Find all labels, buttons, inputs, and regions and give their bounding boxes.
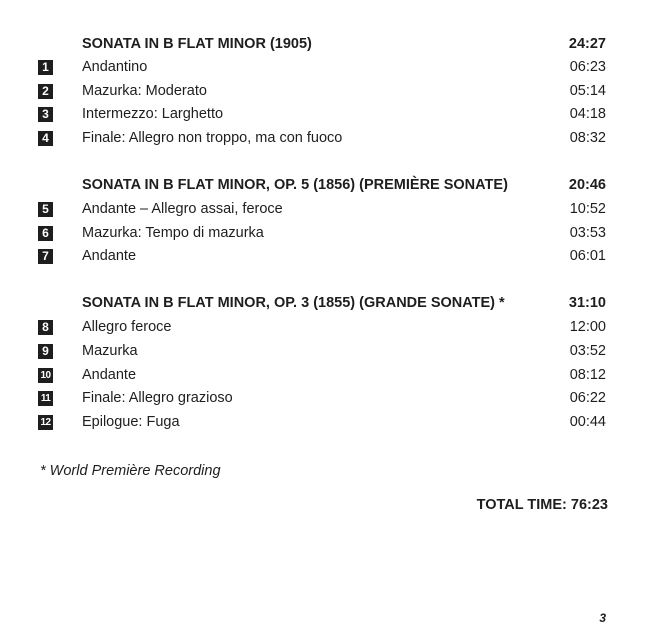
track-title: Andante: [82, 367, 137, 383]
track-number-badge: 3: [38, 107, 53, 122]
track-duration: 04:18: [569, 106, 606, 122]
work-title: SONATA IN B FLAT MINOR, OP. 5 (1856) (PREMIÈRE SONATE): [82, 177, 508, 193]
work-heading: [0, 33, 650, 55]
work-title: SONATA IN B FLAT MINOR, OP. 3 (1855) (GRANDE SONATE) *: [82, 295, 505, 311]
track-title: Allegro feroce: [82, 319, 172, 335]
track-number-badge: 10: [38, 368, 53, 383]
track-duration: 03:53: [569, 225, 606, 241]
track-title: Mazurka: Tempo di mazurka: [82, 225, 264, 241]
track-title: Mazurka: Moderato: [82, 83, 207, 99]
track-number-badge: 12: [38, 415, 53, 430]
track-duration: 08:32: [569, 130, 606, 146]
track-title: Finale: Allegro non troppo, ma con fuoco: [82, 130, 343, 146]
page-number: 3: [599, 611, 606, 625]
track-number-badge: 2: [38, 84, 53, 99]
track-number-badge: 9: [38, 344, 53, 359]
footnote: * World Première Recording: [40, 463, 221, 479]
track-title: Epilogue: Fuga: [82, 414, 180, 430]
track-row: [0, 340, 650, 362]
track-title: Intermezzo: Larghetto: [82, 106, 224, 122]
track-duration: 06:22: [569, 390, 606, 406]
track-duration: 10:52: [569, 201, 606, 217]
track-duration: 05:14: [569, 83, 606, 99]
track-title: Andante – Allegro assai, feroce: [82, 201, 283, 217]
track-number-badge: 11: [38, 391, 53, 406]
work-heading: [0, 292, 650, 314]
track-row: [0, 198, 650, 220]
track-duration: 06:01: [569, 248, 606, 264]
work-duration: 31:10: [568, 295, 606, 311]
track-row: [0, 127, 650, 149]
track-row: [0, 56, 650, 78]
work-heading: [0, 174, 650, 196]
track-row: [0, 411, 650, 433]
work-duration: 20:46: [568, 177, 606, 193]
track-duration: 08:12: [569, 367, 606, 383]
track-duration: 00:44: [569, 414, 606, 430]
track-number-badge: 6: [38, 226, 53, 241]
track-number-badge: 1: [38, 60, 53, 75]
track-row: [0, 245, 650, 267]
track-row: [0, 80, 650, 102]
track-number-badge: 8: [38, 320, 53, 335]
total-time: TOTAL TIME: 76:23: [476, 497, 608, 513]
work-duration: 24:27: [568, 36, 606, 52]
track-number-badge: 5: [38, 202, 53, 217]
track-number-badge: 4: [38, 131, 53, 146]
track-row: [0, 387, 650, 409]
track-number-badge: 7: [38, 249, 53, 264]
track-title: Andante: [82, 248, 137, 264]
track-title: Andantino: [82, 59, 148, 75]
track-duration: 06:23: [569, 59, 606, 75]
track-row: [0, 222, 650, 244]
track-duration: 12:00: [569, 319, 606, 335]
track-duration: 03:52: [569, 343, 606, 359]
track-title: Finale: Allegro grazioso: [82, 390, 233, 406]
track-row: [0, 316, 650, 338]
track-title: Mazurka: [82, 343, 138, 359]
track-row: [0, 364, 650, 386]
work-title: SONATA IN B FLAT MINOR (1905): [82, 36, 312, 52]
track-row: [0, 103, 650, 125]
